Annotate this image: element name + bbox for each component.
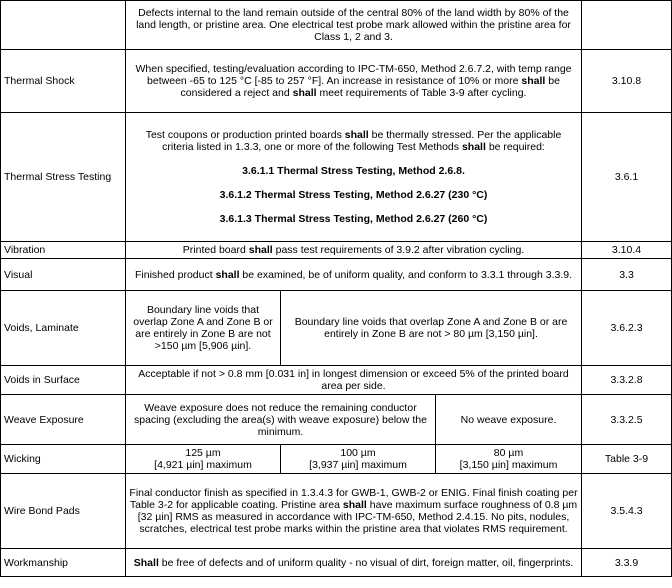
- requirement-cell: [1, 1, 126, 50]
- criteria-cell: Printed board shall pass test requirements of 3.9.2 after vibration cycling.: [126, 242, 582, 259]
- criteria-class1-cell: Boundary line voids that overlap Zone A and Zone B or are entirely in Zone B are not >150 µm [5,906 µin].: [126, 291, 281, 366]
- class2-cell: 100 µm [3,937 µin] maximum: [281, 445, 436, 474]
- table-row: [1, 113, 672, 242]
- requirement-cell: Voids in Surface: [1, 366, 126, 395]
- requirement-cell: Wicking: [1, 445, 126, 474]
- table-row: [1, 395, 672, 445]
- class3-cell: 80 µm [3,150 µin] maximum: [436, 445, 582, 474]
- table-row: [1, 1, 672, 50]
- criteria-cell: Defects internal to the land remain outside of the central 80% of the land width by 80% of the land length, or pristine area. One electrical test probe mark allowed within the pristine area for Class 1, 2 and 3.: [126, 1, 582, 50]
- table-row: [1, 242, 672, 259]
- requirement-cell: Vibration: [1, 242, 126, 259]
- criteria-cell: Acceptable if not > 0.8 mm [0.031 in] in longest dimension or exceed 5% of the printed board area per side.: [126, 366, 582, 395]
- criteria-cell: When specified, testing/evaluation according to IPC-TM-650, Method 2.6.7.2, with temp range between -65 to 125 °C [-85 to 257 °F]. An increase in resistance of 10% or more shall be considered a reject and shall meet requirements of Table 3-9 after cycling.: [126, 50, 582, 113]
- requirement-cell: Thermal Shock: [1, 50, 126, 113]
- class1-cell: 125 µm [4,921 µin] maximum: [126, 445, 281, 474]
- test-method-3: 3.6.1.3 Thermal Stress Testing, Method 2.6.27 (260 °C): [219, 213, 488, 225]
- reference-cell: 3.3: [582, 259, 672, 291]
- reference-cell: 3.5.4.3: [582, 474, 672, 549]
- requirement-cell: Thermal Stress Testing: [1, 113, 126, 242]
- criteria-cell: Finished product shall be examined, be of uniform quality, and conform to 3.3.1 through 3.3.9.: [126, 259, 582, 291]
- test-method-2: 3.6.1.2 Thermal Stress Testing, Method 2.6.27 (230 °C): [219, 189, 488, 201]
- criteria-class3-cell: No weave exposure.: [436, 395, 582, 445]
- reference-cell: 3.3.2.8: [582, 366, 672, 395]
- criteria-cell: Test coupons or production printed boards shall be thermally stressed. Per the applicable criteria listed in 1.3.3, one or more of the following Test Methods shall be required: 3.6.1.1 Thermal Stress Testing, Method 2.6.8. 3.6.1.2 Thermal Stress Testing, Method 2.6.27 (230 °C) 3.6.1.3 Thermal Stress Testing, Method 2.6.27 (260 °C): [126, 113, 582, 242]
- reference-cell: 3.3.9: [582, 549, 672, 577]
- reference-cell: [582, 1, 672, 50]
- requirement-cell: Workmanship: [1, 549, 126, 577]
- test-method-1: 3.6.1.1 Thermal Stress Testing, Method 2.6.8.: [242, 165, 465, 177]
- reference-cell: 3.6.1: [582, 113, 672, 242]
- requirement-cell: Voids, Laminate: [1, 291, 126, 366]
- requirement-cell: Wire Bond Pads: [1, 474, 126, 549]
- criteria-class1-2-cell: Weave exposure does not reduce the remaining conductor spacing (excluding the area(s) with weave exposure) below the minimum.: [126, 395, 436, 445]
- table-row: [1, 549, 672, 577]
- reference-cell: 3.3.2.5: [582, 395, 672, 445]
- table-row: [1, 291, 672, 366]
- reference-cell: Table 3-9: [582, 445, 672, 474]
- requirement-cell: Weave Exposure: [1, 395, 126, 445]
- table-row: [1, 259, 672, 291]
- table-row: [1, 50, 672, 113]
- table-row: [1, 445, 672, 474]
- criteria-cell: Final conductor finish as specified in 1.3.4.3 for GWB-1, GWB-2 or ENIG. Final finish coating per Table 3-2 for applicable coating. Pristine area shall have maximum surface roughness of 0.8 µm [32 µin] RMS as measured in accordance with IPC-TM-650, Method 2.4.15. No pits, nodules, scratches, electrical test probe marks within the pristine area that violates RMS requirement.: [126, 474, 582, 549]
- table-row: [1, 474, 672, 549]
- table-row: [1, 366, 672, 395]
- criteria-cell: Shall be free of defects and of uniform quality - no visual of dirt, foreign matter, oil, fingerprints.: [126, 549, 582, 577]
- reference-cell: 3.10.4: [582, 242, 672, 259]
- reference-cell: 3.6.2.3: [582, 291, 672, 366]
- criteria-class2-3-cell: Boundary line voids that overlap Zone A and Zone B or are entirely in Zone B are not > 80 µm [3,150 µin].: [281, 291, 582, 366]
- requirement-cell: Visual: [1, 259, 126, 291]
- reference-cell: 3.10.8: [582, 50, 672, 113]
